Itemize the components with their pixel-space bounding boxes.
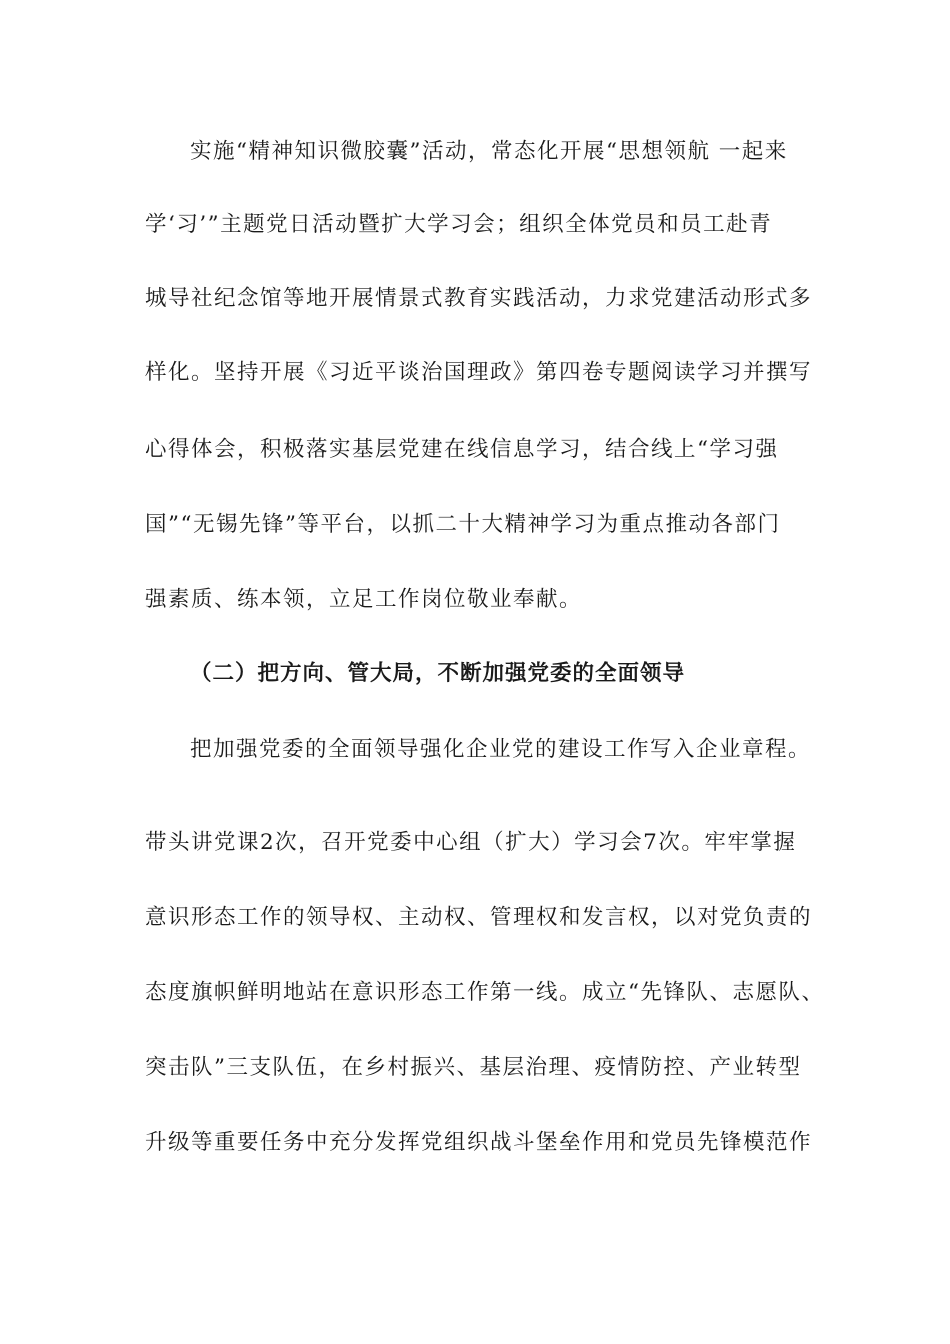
paragraph-line: 心得体会，积极落实基层党建在线信息学习，结合线上“学习强 (145, 437, 779, 462)
paragraph-line: 带头讲党课2次，召开党委中心组（扩大）学习会7次。牢牢掌握 (145, 830, 797, 855)
paragraph-line: 把加强党委的全面领导强化企业党的建设工作写入企业章程。 (190, 737, 812, 762)
paragraph-line: 国”“无锡先锋”等平台，以抓二十大精神学习为重点推动各部门 (145, 512, 781, 537)
paragraph-line: 强素质、练本领，立足工作岗位敬业奉献。 (145, 587, 583, 612)
paragraph-line: 突击队”三支队伍，在乡村振兴、基层治理、疫情防控、产业转型 (145, 1055, 802, 1080)
paragraph-line: 升级等重要任务中充分发挥党组织战斗堡垒作用和党员先锋模范作 (145, 1130, 813, 1155)
paragraph-line: 实施“精神知识微胶囊”活动，常态化开展“思想领航 一起来 (190, 139, 788, 164)
paragraph-line: 意识形态工作的领导权、主动权、管理权和发言权，以对党负责的 (145, 905, 813, 930)
paragraph-line: 城导社纪念馆等地开展情景式教育实践活动，力求党建活动形式多 (145, 286, 813, 311)
paragraph-line: 样化。坚持开展《习近平谈治国理政》第四卷专题阅读学习并撰写 (145, 360, 813, 385)
section-heading: （二）把方向、管大局，不断加强党委的全面领导 (190, 661, 686, 686)
paragraph-line: 态度旗帜鲜明地站在意识形态工作第一线。成立“先锋队、志愿队、 (145, 980, 825, 1005)
paragraph-line: 学‘习’”主题党日活动暨扩大学习会；组织全体党员和员工赴青 (145, 212, 773, 237)
